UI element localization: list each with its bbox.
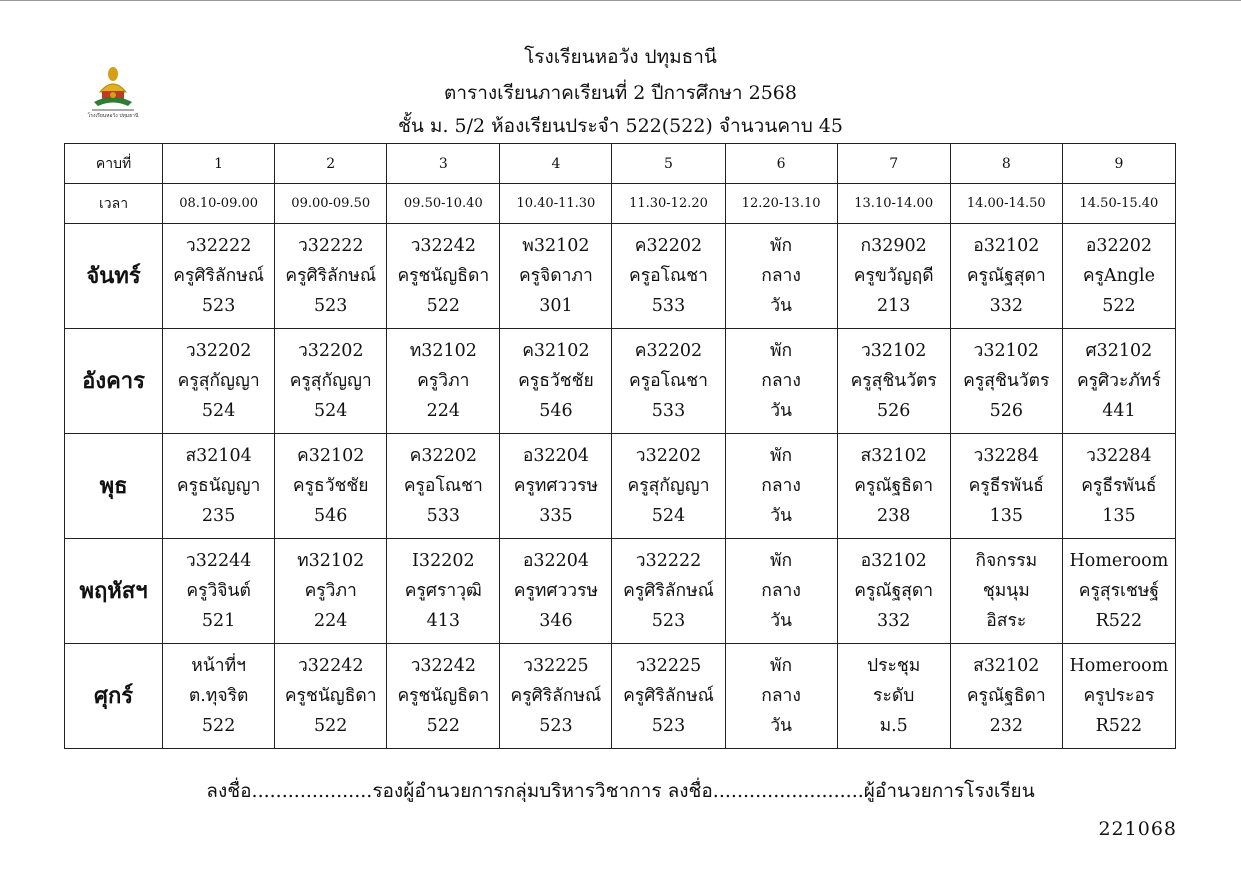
time-label: เวลา <box>65 184 163 224</box>
room-number: 332 <box>989 296 1023 316</box>
class-cell <box>163 644 275 749</box>
teacher-name: กลาง <box>761 581 801 601</box>
class-cell <box>500 434 612 539</box>
class-cell <box>1062 434 1175 539</box>
time-slot: 09.00-09.50 <box>275 184 387 224</box>
class-cell <box>725 224 837 329</box>
room-number: 523 <box>539 716 573 736</box>
teacher-name: ครูศิวะภัทร์ <box>1076 371 1161 391</box>
class-cell <box>1062 329 1175 434</box>
teacher-name: ครูชนัญธิดา <box>284 686 377 706</box>
time-slot: 10.40-11.30 <box>500 184 612 224</box>
time-slot: 08.10-09.00 <box>163 184 275 224</box>
teacher-name: ครูจิดาภา <box>518 266 593 286</box>
teacher-name: ครูณัฐสุดา <box>966 266 1046 286</box>
class-cell <box>950 329 1062 434</box>
subject-code: Homeroom <box>1069 656 1169 676</box>
subject-code: ว32284 <box>1086 446 1152 466</box>
class-cell <box>275 329 387 434</box>
top-rule <box>0 0 1241 1</box>
class-cell <box>275 539 387 644</box>
teacher-name: ครูธีรพันธ์ <box>1081 476 1157 496</box>
subject-code: Homeroom <box>1069 551 1169 571</box>
teacher-name: ครูวิจินต์ <box>186 581 251 601</box>
class-cell <box>500 224 612 329</box>
class-cell <box>387 539 500 644</box>
room-number: 335 <box>539 506 573 526</box>
class-info: ชั้น ม. 5/2 ห้องเรียนประจำ 522(522) จำนวนคาบ 45 <box>398 115 843 137</box>
day-row <box>65 644 1176 749</box>
teacher-name: กลาง <box>761 371 801 391</box>
room-number: 346 <box>539 611 573 631</box>
subject-code: ว32242 <box>297 656 364 676</box>
period-label: คาบที่ <box>65 144 163 184</box>
room-number: วัน <box>770 506 792 526</box>
room-number: 332 <box>876 611 911 631</box>
room-number: 524 <box>314 401 348 421</box>
time-slot: 11.30-12.20 <box>612 184 725 224</box>
subject-code: ว32202 <box>185 341 252 361</box>
period-number: 6 <box>725 144 837 184</box>
class-cell <box>612 539 725 644</box>
teacher-name: ระดับ <box>873 686 915 706</box>
class-cell <box>387 644 500 749</box>
room-number: วัน <box>770 296 792 316</box>
room-number: 521 <box>201 611 236 631</box>
time-slot: 14.00-14.50 <box>950 184 1062 224</box>
time-slot: 12.20-13.10 <box>725 184 837 224</box>
room-number: 533 <box>651 296 686 316</box>
room-number: 533 <box>426 506 461 526</box>
teacher-name: กลาง <box>761 686 801 706</box>
room-number: 232 <box>989 716 1023 736</box>
subject-code: ท32102 <box>297 551 365 571</box>
subject-code: ว32202 <box>635 446 702 466</box>
class-cell <box>950 224 1062 329</box>
class-cell <box>837 224 950 329</box>
subject-code: อ32204 <box>522 446 589 466</box>
class-cell <box>950 644 1062 749</box>
class-cell <box>837 539 950 644</box>
class-cell <box>275 644 387 749</box>
class-cell <box>837 329 950 434</box>
room-number: 135 <box>989 506 1023 526</box>
day-name: พฤหัสฯ <box>65 539 163 644</box>
subject-code: ว32222 <box>635 551 702 571</box>
period-number: 9 <box>1062 144 1175 184</box>
subject-code: ค32202 <box>634 341 703 361</box>
teacher-name: ครูทศววรษ <box>513 476 599 496</box>
teacher-name: ครูศิริลักษณ์ <box>285 266 377 286</box>
room-number: 301 <box>539 296 573 316</box>
timetable <box>64 143 1176 749</box>
day-row <box>65 224 1176 329</box>
subject-code: ประชุม <box>867 656 921 676</box>
subject-code: พัก <box>770 341 793 361</box>
subject-code: พัก <box>770 656 793 676</box>
subject-code: กิจกรรม <box>975 551 1038 571</box>
room-number: 522 <box>426 296 461 316</box>
teacher-name: ครูศราวุฒิ <box>404 581 482 601</box>
subject-code: ว32242 <box>410 236 477 256</box>
subject-code: ก32902 <box>860 236 927 256</box>
subject-code: ค32102 <box>297 446 365 466</box>
room-number: 238 <box>876 506 911 526</box>
period-number: 4 <box>500 144 612 184</box>
period-number: 5 <box>612 144 725 184</box>
time-slot: 13.10-14.00 <box>837 184 950 224</box>
subject-code: อ32102 <box>973 236 1040 256</box>
room-number: 522 <box>201 716 236 736</box>
signature-line: ลงชื่อ....................รองผู้อำนวยการกลุ่มบริหารวิชาการ ลงชื่อ.........................ผู้อำนวยการโรงเรียน <box>206 780 1035 802</box>
room-number: R522 <box>1095 716 1143 736</box>
class-cell <box>1062 224 1175 329</box>
subject-code: ส32102 <box>860 446 927 466</box>
class-cell <box>163 329 275 434</box>
room-number: 224 <box>426 401 461 421</box>
subject-code: ว32102 <box>973 341 1040 361</box>
teacher-name: ครูสุกัญญา <box>289 371 372 391</box>
class-cell <box>950 434 1062 539</box>
room-number: 523 <box>314 296 348 316</box>
teacher-name: ครูณัฐสุดา <box>854 581 934 601</box>
room-number: 526 <box>876 401 911 421</box>
day-row <box>65 434 1176 539</box>
teacher-name: ครูวิภา <box>304 581 357 601</box>
day-name: อังคาร <box>65 329 163 434</box>
subject-code: พัก <box>770 236 793 256</box>
subject-code: อ32102 <box>860 551 927 571</box>
teacher-name: ชุมนุม <box>982 581 1030 601</box>
period-number: 7 <box>837 144 950 184</box>
teacher-name: ครูประอร <box>1083 686 1155 706</box>
day-name: พุธ <box>65 434 163 539</box>
class-cell <box>837 434 950 539</box>
teacher-name: ครูสุรเชษฐ์ <box>1078 581 1160 601</box>
subject-code: พัก <box>770 551 793 571</box>
teacher-name: ครูทศววรษ <box>513 581 599 601</box>
subject-code: ค32202 <box>634 236 703 256</box>
teacher-name: ต.ทุจริต <box>188 686 249 706</box>
room-number: 523 <box>201 296 236 316</box>
room-number: 522 <box>314 716 348 736</box>
room-number: 413 <box>426 611 461 631</box>
subject-code: ว32222 <box>185 236 252 256</box>
teacher-name: ครูธวัชชัย <box>518 371 594 391</box>
subject-code: ว32225 <box>635 656 702 676</box>
room-number: วัน <box>770 401 792 421</box>
period-number: 1 <box>163 144 275 184</box>
teacher-name: ครูศิริลักษณ์ <box>623 686 714 706</box>
room-number: 523 <box>651 716 686 736</box>
teacher-name: ครูธนัญญา <box>176 476 261 496</box>
class-cell <box>1062 644 1175 749</box>
teacher-name: ครูสุกัญญา <box>627 476 710 496</box>
subject-code: ว32242 <box>410 656 477 676</box>
subject-code: ส32104 <box>185 446 252 466</box>
teacher-name: ครูณัฐธิดา <box>966 686 1046 706</box>
class-cell <box>725 434 837 539</box>
period-number: 8 <box>950 144 1062 184</box>
class-cell <box>725 329 837 434</box>
class-cell <box>837 644 950 749</box>
room-number: 235 <box>201 506 236 526</box>
teacher-name: ครูธีรพันธ์ <box>968 476 1044 496</box>
class-cell <box>163 224 275 329</box>
school-name: โรงเรียนหอวัง ปทุมธานี <box>524 46 717 68</box>
term-title: ตารางเรียนภาคเรียนที่ 2 ปีการศึกษา 2568 <box>444 82 797 104</box>
teacher-name: กลาง <box>761 266 801 286</box>
subject-code: พ32102 <box>522 236 590 256</box>
subject-code: พัก <box>770 446 793 466</box>
class-cell <box>950 539 1062 644</box>
class-cell <box>612 644 725 749</box>
teacher-name: ครูสุชินวัตร <box>963 371 1050 391</box>
subject-code: ศ32102 <box>1085 341 1153 361</box>
room-number: 546 <box>539 401 573 421</box>
room-number: วัน <box>770 716 792 736</box>
day-name: ศุกร์ <box>65 644 163 749</box>
class-cell <box>275 224 387 329</box>
teacher-name: ครูณัฐธิดา <box>854 476 934 496</box>
class-cell <box>500 329 612 434</box>
teacher-name: ครูสุชินวัตร <box>850 371 937 391</box>
subject-code: ส32102 <box>973 656 1040 676</box>
subject-code: ว32102 <box>860 341 927 361</box>
teacher-name: ครูชนัญธิดา <box>397 686 490 706</box>
class-cell <box>1062 539 1175 644</box>
teacher-name: ครูขวัญฤดี <box>853 266 934 286</box>
subject-code: I32202 <box>412 551 475 571</box>
room-number: 522 <box>426 716 461 736</box>
teacher-name: ครูศิริลักษณ์ <box>623 581 714 601</box>
subject-code: ว32244 <box>185 551 252 571</box>
room-number: 213 <box>876 296 911 316</box>
time-slot: 14.50-15.40 <box>1062 184 1175 224</box>
subject-code: อ32202 <box>1085 236 1152 256</box>
day-row <box>65 329 1176 434</box>
class-cell <box>163 539 275 644</box>
room-number: 533 <box>651 401 686 421</box>
room-number: วัน <box>770 611 792 631</box>
class-cell <box>612 224 725 329</box>
class-cell <box>387 434 500 539</box>
teacher-name: ครูAngle <box>1082 266 1155 286</box>
room-number: อิสระ <box>986 611 1027 631</box>
teacher-name: ครูชนัญธิดา <box>397 266 490 286</box>
period-number: 3 <box>387 144 500 184</box>
teacher-name: ครูธวัชชัย <box>292 476 369 496</box>
room-number: 526 <box>989 401 1023 421</box>
class-cell <box>275 434 387 539</box>
day-name: จันทร์ <box>65 224 163 329</box>
period-header-row <box>65 144 1176 184</box>
period-number: 2 <box>275 144 387 184</box>
subject-code: ว32202 <box>297 341 364 361</box>
subject-code: ค32202 <box>409 446 477 466</box>
subject-code: อ32204 <box>522 551 589 571</box>
teacher-name: ครูศิริลักษณ์ <box>173 266 264 286</box>
class-cell <box>387 224 500 329</box>
teacher-name: ครูศิริลักษณ์ <box>510 686 602 706</box>
class-cell <box>612 434 725 539</box>
subject-code: ว32284 <box>973 446 1040 466</box>
class-cell <box>725 644 837 749</box>
teacher-name: ครูวิภา <box>417 371 470 391</box>
emblem-caption: โรงเรียนหอวัง ปทุมธานี <box>87 113 139 119</box>
room-number: 224 <box>314 611 348 631</box>
class-cell <box>725 539 837 644</box>
document-code: 221068 <box>1098 818 1177 840</box>
subject-code: ว32222 <box>297 236 364 256</box>
room-number: ม.5 <box>879 716 908 736</box>
subject-code: หน้าที่ฯ <box>191 656 246 676</box>
teacher-name: กลาง <box>761 476 801 496</box>
subject-code: ท32102 <box>409 341 477 361</box>
room-number: 546 <box>314 506 348 526</box>
class-cell <box>163 434 275 539</box>
room-number: 523 <box>651 611 686 631</box>
time-row <box>65 184 1176 224</box>
subject-code: ค32102 <box>522 341 590 361</box>
room-number: 135 <box>1102 506 1136 526</box>
time-slot: 09.50-10.40 <box>387 184 500 224</box>
teacher-name: ครูอโณชา <box>629 266 708 286</box>
teacher-name: ครูสุกัญญา <box>177 371 260 391</box>
class-cell <box>500 644 612 749</box>
teacher-name: ครูอโณชา <box>629 371 708 391</box>
room-number: R522 <box>1095 611 1143 631</box>
class-cell <box>612 329 725 434</box>
room-number: 524 <box>651 506 686 526</box>
class-cell <box>500 539 612 644</box>
teacher-name: ครูอโณชา <box>403 476 483 496</box>
room-number: 524 <box>201 401 236 421</box>
day-row <box>65 539 1176 644</box>
room-number: 441 <box>1102 401 1136 421</box>
room-number: 522 <box>1102 296 1136 316</box>
class-cell <box>387 329 500 434</box>
subject-code: ว32225 <box>523 656 589 676</box>
